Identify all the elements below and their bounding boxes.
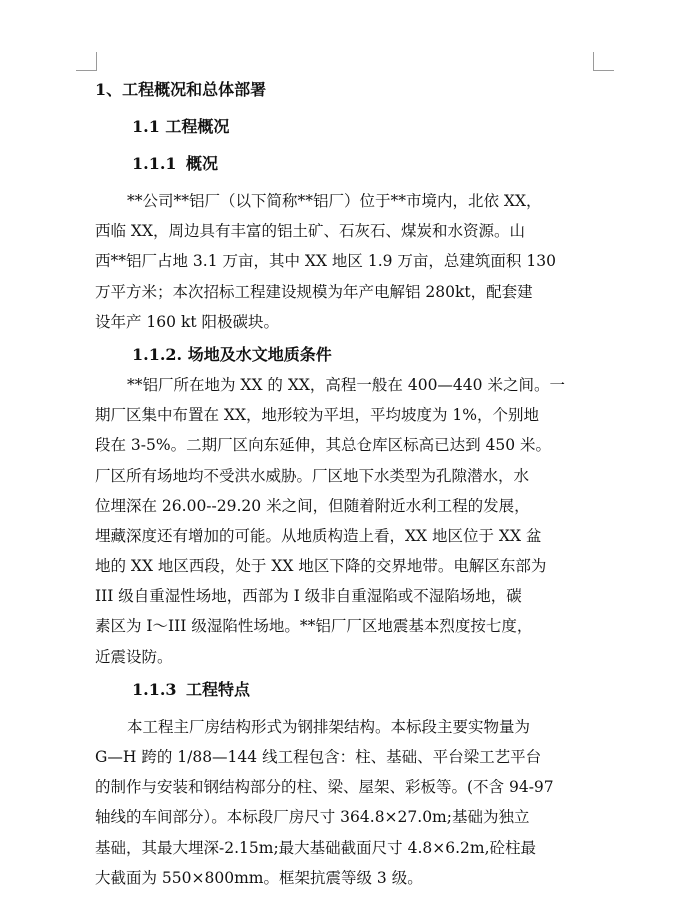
paragraph-line: 厂区所有场地均不受洪水威胁。厂区地下水类型为孔隙潜水，水 <box>95 466 530 485</box>
heading-overview-number: 1.1.1 <box>132 154 177 173</box>
paragraph-line: 设年产 160 kt 阳极碳块。 <box>95 312 279 331</box>
paragraph-line: 西临 XX，周边具有丰富的铝土矿、石灰石、煤炭和水资源。山 <box>95 222 525 241</box>
paragraph-line: G—H 跨的 1/88—144 线工程包含：柱、基础、平台梁工艺平台 <box>95 748 542 766</box>
paragraph-line: 大截面为 550×800mm。框架抗震等级 3 级。 <box>95 868 423 887</box>
paragraph-site-conditions <box>95 370 595 672</box>
heading-features-number: 1.1.3 <box>132 679 177 699</box>
page-corner-mark-top-right <box>593 52 614 71</box>
paragraph-line: 西**铝厂占地 3.1 万亩，其中 XX 地区 1.9 万亩，总建筑面积 130 <box>95 252 556 271</box>
paragraph-line: 位埋深在 26.00--29.20 米之间，但随着附近水利工程的发展， <box>95 496 530 515</box>
paragraph-line: 近震设防。 <box>95 647 173 666</box>
heading-level-2: 1.1 工程概况 <box>132 117 230 136</box>
heading-project-features <box>132 678 595 702</box>
paragraph-line: 万平方米；本次招标工程建设规模为年产电解铝 280kt，配套建 <box>95 282 533 301</box>
heading-level-1: 1、工程概况和总体部署 <box>95 80 267 99</box>
heading-site-number: 1.1.2. <box>132 344 183 364</box>
paragraph-overview <box>95 186 595 337</box>
paragraph-project-features <box>95 712 595 893</box>
paragraph-line: 的制作与安装和钢结构部分的柱、梁、屋架、彩板等。(不含 94-97 <box>95 778 554 797</box>
paragraph-line: **公司**铝厂（以下简称**铝厂）位于**市境内，北依 XX， <box>127 192 542 210</box>
document-page <box>95 78 595 893</box>
heading-overview-title: 概况 <box>186 154 219 173</box>
paragraph-line: 地的 XX 地区西段，处于 XX 地区下降的交界地带。电解区东部为 <box>95 557 547 576</box>
heading-features-title: 工程特点 <box>186 679 251 699</box>
paragraph-line: 素区为 I～III 级湿陷性场地。**铝厂厂区地震基本烈度按七度， <box>95 617 533 636</box>
paragraph-line: 埋藏深度还有增加的可能。从地质构造上看，XX 地区位于 XX 盆 <box>95 526 542 545</box>
heading-overview <box>132 152 595 176</box>
paragraph-line: III 级自重湿性场地，西部为 I 级非自重湿陷或不湿陷场地，碳 <box>95 587 522 606</box>
paragraph-line: 段在 3-5%。二期厂区向东延伸，其总仓库区标高已达到 450 米。 <box>95 436 552 455</box>
page-corner-mark-top-left <box>76 52 97 71</box>
paragraph-line: 轴线的车间部分）。本标段厂房尺寸 364.8×27.0m;基础为独立 <box>95 808 530 827</box>
heading-site-title: 场地及水文地质条件 <box>187 344 332 364</box>
paragraph-line: **铝厂所在地为 XX 的 XX，高程一般在 400—440 米之间。一 <box>127 375 565 394</box>
paragraph-line: 基础，其最大埋深-2.15m;最大基础截面尺寸 4.8×6.2m,砼柱最 <box>95 838 537 857</box>
paragraph-line: 期厂区集中布置在 XX，地形较为平坦，平均坡度为 1%，个别地 <box>95 406 540 425</box>
heading-site-conditions <box>132 343 595 367</box>
paragraph-line: 本工程主厂房结构形式为钢排架结构。本标段主要实物量为 <box>127 717 531 736</box>
